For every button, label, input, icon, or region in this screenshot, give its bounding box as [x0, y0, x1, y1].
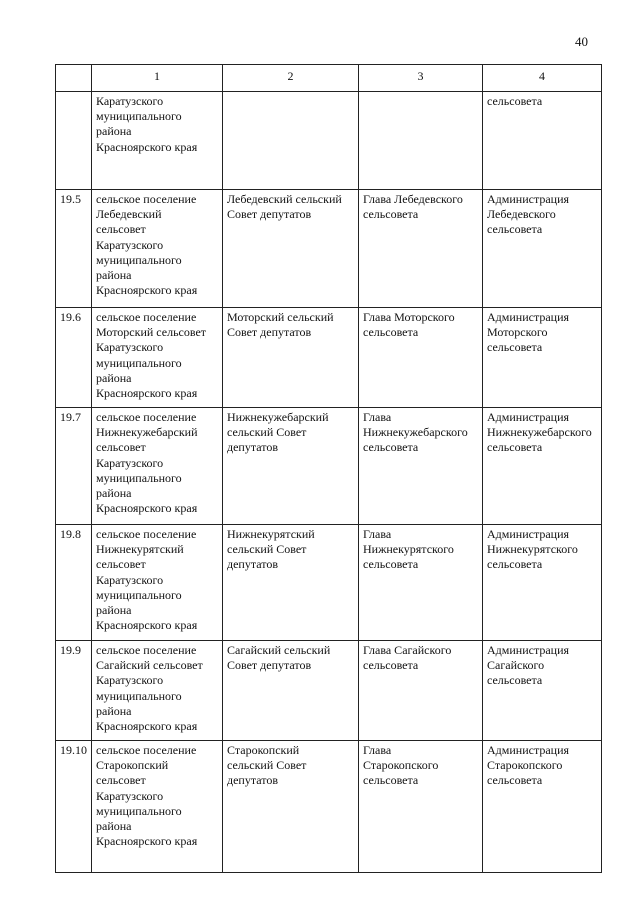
administration-cell: Администрация Старокопского сельсовета: [483, 741, 602, 873]
header-cell-num: [56, 65, 92, 92]
administration-cell: Администрация Лебедевского сельсовета: [483, 190, 602, 308]
table-row: [56, 525, 602, 641]
administration-cell: Администрация Нижнекурятского сельсовета: [483, 525, 602, 641]
settlement-cell: сельское поселение Сагайский сельсовет Каратузского муниципального района Красноярского края: [92, 641, 223, 741]
administration-cell: Администрация Моторского сельсовета: [483, 308, 602, 408]
settlement-cell: сельское поселение Лебедевский сельсовет Каратузского муниципального района Красноярского края: [92, 190, 223, 308]
table-row: [56, 641, 602, 741]
head-cell: [359, 92, 483, 190]
administration-cell: сельсовета: [483, 92, 602, 190]
row-number: 19.6: [56, 308, 92, 408]
council-cell: Сагайский сельский Совет депутатов: [223, 641, 359, 741]
row-number: 19.5: [56, 190, 92, 308]
council-cell: Лебедевский сельский Совет депутатов: [223, 190, 359, 308]
council-cell: Старокопский сельский Совет депутатов: [223, 741, 359, 873]
municipal-table: [55, 64, 602, 873]
header-cell-4: 4: [483, 65, 602, 92]
settlement-cell: Каратузского муниципального района Красноярского края: [92, 92, 223, 190]
council-cell: Нижнекужебарский сельский Совет депутатов: [223, 408, 359, 525]
table-row: [56, 408, 602, 525]
header-cell-1: 1: [92, 65, 223, 92]
table-header-row: [56, 65, 602, 92]
council-cell: [223, 92, 359, 190]
row-number: 19.8: [56, 525, 92, 641]
head-cell: Глава Нижнекужебарского сельсовета: [359, 408, 483, 525]
table-row: [56, 92, 602, 190]
row-number: [56, 92, 92, 190]
page-number: 40: [575, 34, 588, 49]
table-row: [56, 741, 602, 873]
administration-cell: Администрация Сагайского сельсовета: [483, 641, 602, 741]
table-row: [56, 190, 602, 308]
administration-cell: Администрация Нижнекужебарского сельсовета: [483, 408, 602, 525]
settlement-cell: сельское поселение Моторский сельсовет Каратузского муниципального района Красноярского края: [92, 308, 223, 408]
head-cell: Глава Моторского сельсовета: [359, 308, 483, 408]
head-cell: Глава Лебедевского сельсовета: [359, 190, 483, 308]
head-cell: Глава Сагайского сельсовета: [359, 641, 483, 741]
head-cell: Глава Нижнекурятского сельсовета: [359, 525, 483, 641]
settlement-cell: сельское поселение Нижнекужебарский сельсовет Каратузского муниципального района Красноярского края: [92, 408, 223, 525]
row-number: 19.9: [56, 641, 92, 741]
settlement-cell: сельское поселение Старокопский сельсовет Каратузского муниципального района Красноярского края: [92, 741, 223, 873]
header-cell-3: 3: [359, 65, 483, 92]
settlement-cell: сельское поселение Нижнекурятский сельсовет Каратузского муниципального района Красноярского края: [92, 525, 223, 641]
council-cell: Нижнекурятский сельский Совет депутатов: [223, 525, 359, 641]
row-number: 19.10: [56, 741, 92, 873]
table-row: [56, 308, 602, 408]
head-cell: Глава Старокопского сельсовета: [359, 741, 483, 873]
council-cell: Моторский сельский Совет депутатов: [223, 308, 359, 408]
header-cell-2: 2: [223, 65, 359, 92]
row-number: 19.7: [56, 408, 92, 525]
